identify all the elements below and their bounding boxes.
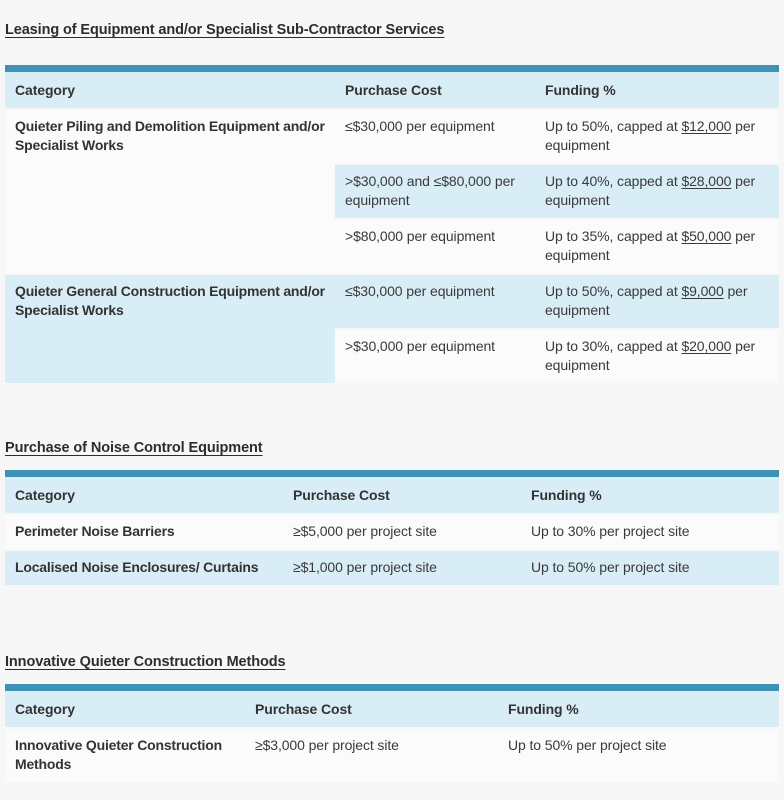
table-row — [5, 273, 779, 328]
funding-text: Up to 35%, capped at — [545, 228, 682, 244]
purchase-cost-cell: >$80,000 per equipment — [335, 218, 535, 273]
category-cell: Localised Noise Enclosures/ Curtains — [5, 549, 283, 585]
section-heading: Leasing of Equipment and/or Specialist Sub-Contractor Services — [5, 22, 445, 38]
column-header-funding: Funding % — [498, 691, 779, 727]
funding-cell — [535, 163, 779, 218]
purchase-cost-cell: >$30,000 per equipment — [335, 328, 535, 383]
section-leasing — [5, 22, 779, 383]
column-header-funding: Funding % — [521, 477, 779, 513]
funding-cell — [535, 218, 779, 273]
funding-text: per equipment — [545, 173, 756, 208]
column-header-category: Category — [5, 72, 335, 108]
table-header-row — [5, 691, 779, 727]
section-noise-control — [5, 440, 779, 585]
category-cell: Innovative Quieter Construction Methods — [5, 727, 245, 782]
funding-cell: Up to 30% per project site — [521, 513, 779, 549]
funding-cell: Up to 50% per project site — [498, 727, 779, 782]
funding-text: per equipment — [545, 118, 756, 153]
funding-cell: Up to 50% per project site — [521, 549, 779, 585]
purchase-cost-cell: >$30,000 and ≤$80,000 per equipment — [335, 163, 535, 218]
funding-cell — [535, 108, 779, 163]
column-header-purchase-cost: Purchase Cost — [283, 477, 521, 513]
category-cell: Perimeter Noise Barriers — [5, 513, 283, 549]
purchase-cost-cell: ≥$5,000 per project site — [283, 513, 521, 549]
column-header-purchase-cost: Purchase Cost — [245, 691, 498, 727]
category-cell: Quieter General Construction Equipment and/or Specialist Works — [5, 273, 335, 383]
funding-text: Up to 50%, capped at — [545, 283, 682, 299]
table-row — [5, 549, 779, 585]
section-innovative-methods — [5, 654, 779, 782]
table-header-row — [5, 477, 779, 513]
category-cell: Quieter Piling and Demolition Equipment and/or Specialist Works — [5, 108, 335, 273]
table-header-row — [5, 72, 779, 108]
funding-text: Up to 50%, capped at — [545, 118, 682, 134]
funding-text: Up to 40%, capped at — [545, 173, 682, 189]
funding-amount: $20,000 — [681, 338, 732, 354]
column-header-category: Category — [5, 477, 283, 513]
page — [5, 22, 779, 782]
table-row — [5, 727, 779, 782]
funding-text: Up to 30%, capped at — [545, 338, 682, 354]
funding-text: per equipment — [545, 338, 756, 373]
funding-amount: $9,000 — [681, 283, 724, 299]
leasing-table — [5, 65, 779, 383]
table-row — [5, 513, 779, 549]
funding-amount: $50,000 — [681, 228, 732, 244]
column-header-funding: Funding % — [535, 72, 779, 108]
purchase-cost-cell: ≥$1,000 per project site — [283, 549, 521, 585]
funding-text: per equipment — [545, 228, 756, 263]
purchase-cost-cell: ≤$30,000 per equipment — [335, 108, 535, 163]
purchase-cost-cell: ≤$30,000 per equipment — [335, 273, 535, 328]
column-header-category: Category — [5, 691, 245, 727]
column-header-purchase-cost: Purchase Cost — [335, 72, 535, 108]
innovative-methods-table — [5, 684, 779, 782]
funding-cell — [535, 273, 779, 328]
funding-amount: $12,000 — [681, 118, 732, 134]
table-row — [5, 108, 779, 163]
purchase-cost-cell: ≥$3,000 per project site — [245, 727, 498, 782]
funding-cell — [535, 328, 779, 383]
funding-text: per equipment — [545, 283, 748, 318]
section-heading: Purchase of Noise Control Equipment — [5, 440, 263, 456]
section-heading: Innovative Quieter Construction Methods — [5, 654, 286, 670]
noise-control-table — [5, 470, 779, 585]
funding-amount: $28,000 — [681, 173, 732, 189]
